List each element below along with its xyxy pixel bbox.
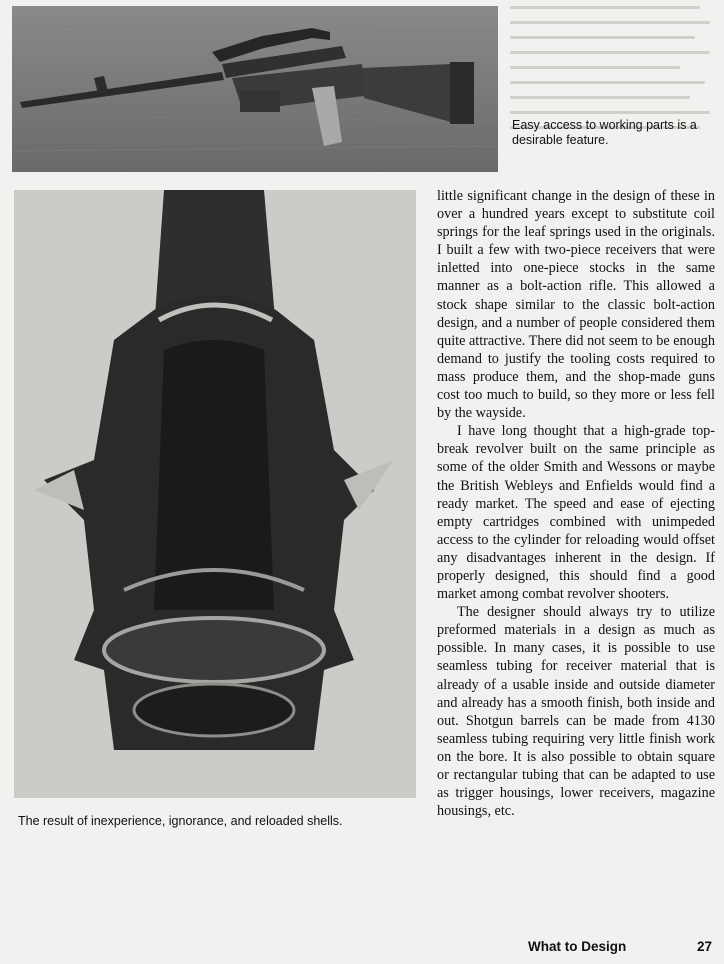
top-photo-caption: Easy access to working parts is a desirable feature. <box>512 118 697 147</box>
damaged-barrel-photo <box>14 190 416 798</box>
rifle-photo <box>12 6 498 172</box>
main-photo-caption: The result of inexperience, ignorance, and reloaded shells. <box>18 814 343 828</box>
running-footer-title: What to Design <box>528 939 627 954</box>
paragraph: The designer should always try to utilize preformed materials in a design as much as possible. In many cases, it is possible to use seamless tubing for receiver material that is already of a usable inside and outside diameter and already has a smooth finish, both inside and out. Shotgun barrels can be made from 4130 seamless tubing requiring very little finish work on the bore. It is also possible to obtain square or rectangular tubing that can be adapted to use as trigger housings, lower receivers, magazine housings, etc. <box>437 604 715 820</box>
body-text <box>437 187 715 820</box>
paragraph: I have long thought that a high-grade top-break revolver built on the same principle as some of the older Smith and Wessons or maybe the British Webleys and Enfields would find a ready market. The speed and ease of ejecting empty cartridges combined with unimpeded access to the cylinder for reloading would offset any disadvantages inherent in the design. If properly designed, this should find a good market among combat revolver shooters. <box>437 423 715 603</box>
paragraph: little significant change in the design of these in over a hundred years except to substitute coil springs for the leaf springs used in the originals. I built a few with two-piece receivers that were inletted into one-piece stocks in the same manner as a bolt-action rifle. This allowed a stock shape similar to the classic bolt-action design, and a number of people considered them quite attractive. There did not seem to be enough demand to justify the tooling costs required to mass produce them, and the shop-made guns cost too much to build, so they more or less fell by the wayside. <box>437 188 715 422</box>
page-number: 27 <box>697 939 713 954</box>
